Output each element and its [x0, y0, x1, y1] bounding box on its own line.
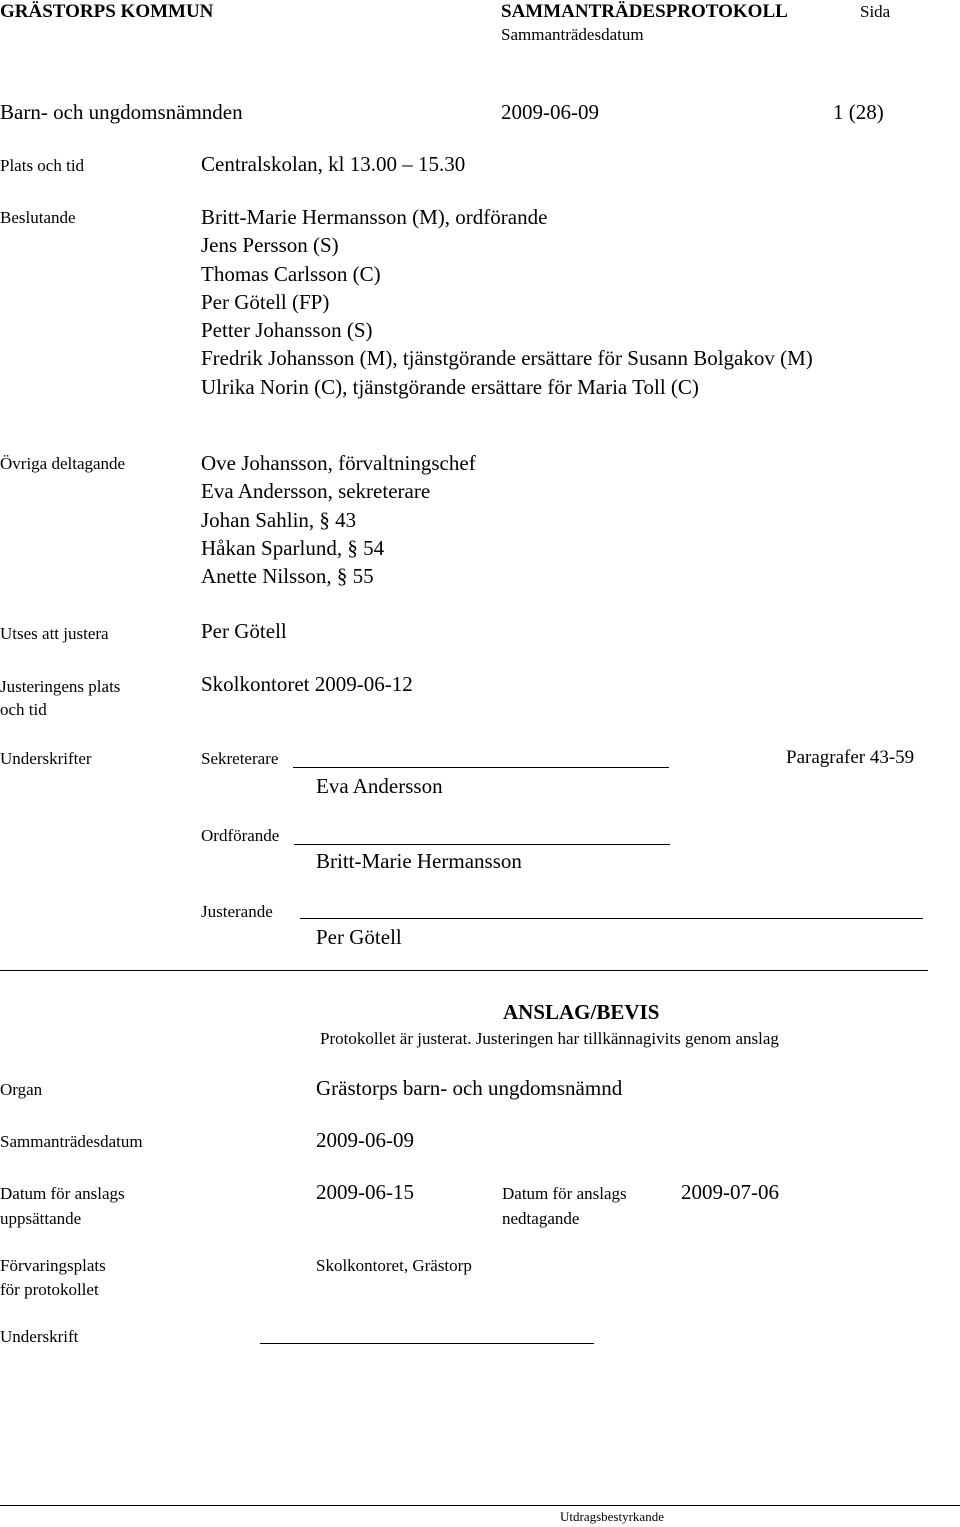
- participant: Håkan Sparlund, § 54: [201, 535, 385, 560]
- meeting-date-label: Sammanträdesdatum: [0, 1132, 143, 1151]
- committee-name: Barn- och ungdomsnämnden: [0, 100, 243, 124]
- adjust-place-label: Justeringens plats: [0, 677, 121, 696]
- secretary-signature-line: [293, 767, 669, 768]
- page-number: 1 (28): [833, 100, 884, 124]
- decision-maker: Jens Persson (S): [201, 233, 339, 258]
- adjust-place-label-2: och tid: [0, 700, 47, 719]
- decision-maker: Thomas Carlsson (C): [201, 261, 381, 286]
- chair-signature-line: [294, 844, 670, 845]
- removed-date-label: Datum för anslags: [502, 1184, 627, 1203]
- decision-maker: Per Götell (FP): [201, 289, 330, 314]
- decision-makers-label: Beslutande: [0, 208, 76, 227]
- chair-label: Ordförande: [201, 826, 280, 845]
- notice-signature-line: [260, 1343, 594, 1344]
- other-participants-list: [201, 449, 476, 590]
- adjuster-signature-line: [300, 918, 923, 919]
- meeting-date: 2009-06-09: [501, 100, 599, 124]
- storage-label: Förvaringsplats: [0, 1256, 106, 1275]
- footer-text: Utdragsbestyrkande: [560, 1509, 664, 1524]
- participant: Ove Johansson, förvaltningschef: [201, 451, 476, 475]
- adjuster-sign-name: Per Götell: [316, 925, 402, 949]
- posted-date-value: 2009-06-15: [316, 1180, 414, 1204]
- adjust-place-value: Skolkontoret 2009-06-12: [201, 672, 413, 696]
- participant: Eva Andersson, sekreterare: [201, 479, 431, 504]
- notice-text: Protokollet är justerat. Justeringen har tillkännagivits genom anslag: [320, 1029, 779, 1048]
- decision-makers-list: [201, 203, 813, 401]
- adjuster-sign-label: Justerande: [201, 902, 273, 921]
- storage-label-2: för protokollet: [0, 1280, 99, 1299]
- document-type: SAMMANTRÄDESPROTOKOLL: [501, 1, 788, 22]
- posted-date-label: Datum för anslags: [0, 1184, 125, 1203]
- municipality-name: GRÄSTORPS KOMMUN: [0, 1, 214, 22]
- decision-maker: Petter Johansson (S): [201, 318, 373, 343]
- place-time-value: Centralskolan, kl 13.00 – 15.30: [201, 152, 466, 176]
- decision-maker: Ulrika Norin (C), tjänstgörande ersättare för Maria Toll (C): [201, 374, 699, 399]
- organ-value: Grästorps barn- och ungdomsnämnd: [316, 1076, 623, 1100]
- section-divider: [0, 970, 928, 971]
- adjuster-label: Utses att justera: [0, 624, 109, 643]
- place-time-label: Plats och tid: [0, 156, 85, 175]
- page-label: Sida: [860, 2, 891, 21]
- chair-name: Britt-Marie Hermansson: [316, 849, 522, 873]
- other-participants-label: Övriga deltagande: [0, 454, 126, 473]
- footer-divider: [0, 1505, 960, 1506]
- secretary-label: Sekreterare: [201, 749, 279, 768]
- meeting-date-value: 2009-06-09: [316, 1128, 414, 1152]
- adjuster-value: Per Götell: [201, 619, 287, 643]
- paragraphs-range: Paragrafer 43-59: [786, 747, 915, 768]
- signatures-label: Underskrifter: [0, 749, 92, 768]
- participant: Anette Nilsson, § 55: [201, 564, 374, 589]
- participant: Johan Sahlin, § 43: [201, 507, 357, 532]
- removed-date-label-2: nedtagande: [502, 1209, 580, 1228]
- secretary-name: Eva Andersson: [316, 774, 443, 798]
- notice-title: ANSLAG/BEVIS: [503, 1000, 660, 1024]
- header-date-label: Sammanträdesdatum: [501, 25, 644, 44]
- decision-maker: Britt-Marie Hermansson (M), ordförande: [201, 205, 548, 229]
- signature-label: Underskrift: [0, 1327, 79, 1346]
- decision-maker: Fredrik Johansson (M), tjänstgörande ersättare för Susann Bolgakov (M): [201, 346, 813, 371]
- removed-date-value: 2009-07-06: [681, 1180, 779, 1204]
- storage-value: Skolkontoret, Grästorp: [316, 1256, 472, 1275]
- organ-label: Organ: [0, 1080, 43, 1099]
- posted-date-label-2: uppsättande: [0, 1209, 82, 1228]
